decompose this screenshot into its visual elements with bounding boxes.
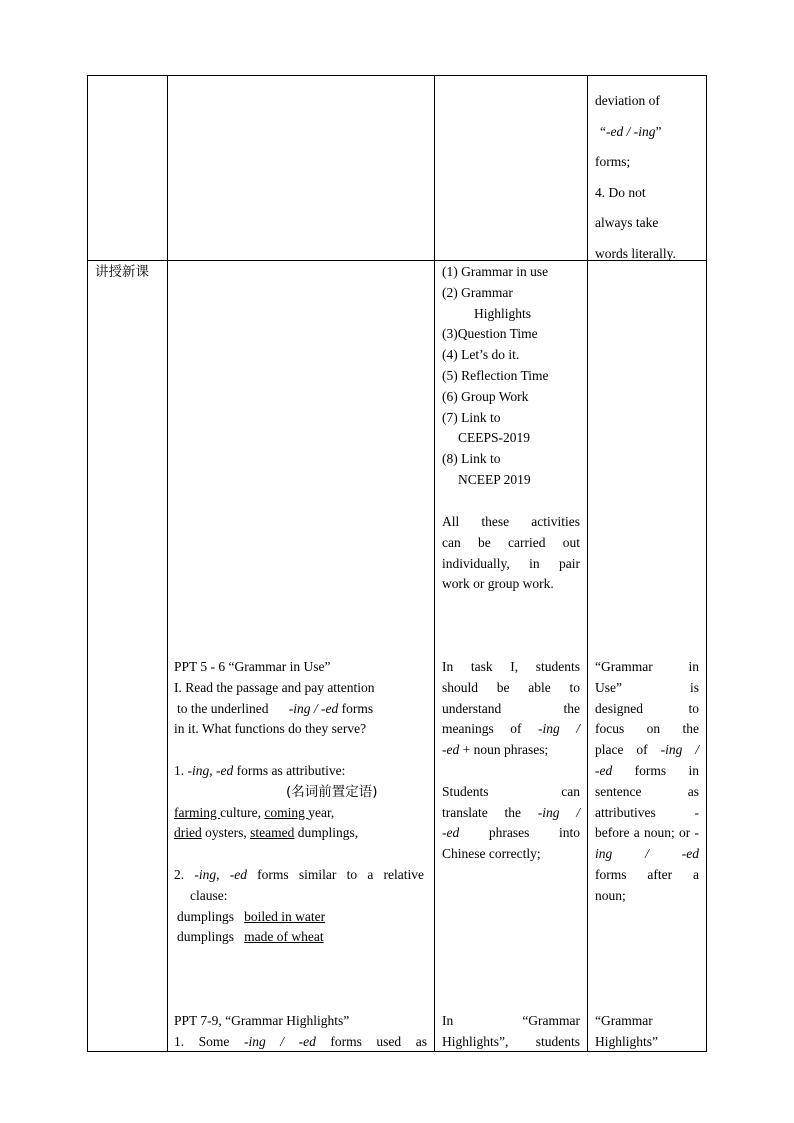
list-item: (5) Reflection Time	[442, 367, 549, 383]
text-line: (名词前置定语)	[286, 783, 378, 800]
text-line: before a noun; or -ing / -ed	[595, 825, 699, 862]
text-line: individually, in pair	[442, 555, 580, 571]
text-line: 1. -ing, -ed forms as attributive:	[174, 762, 346, 778]
text-line: always take	[595, 215, 659, 230]
grammar-highlights-purpose	[595, 1011, 699, 1053]
text-line: translate the -ing /	[442, 804, 580, 820]
text-line: place of -ing /	[595, 742, 699, 758]
text-line: Chinese correctly;	[442, 846, 541, 862]
list-item: CEEPS-2019	[458, 430, 531, 446]
text-line: Highlights”, students	[442, 1033, 580, 1049]
text-line: “Grammar in	[595, 659, 699, 674]
text-line: Highlights”	[595, 1033, 658, 1049]
activity-list	[442, 262, 580, 491]
text-line: dried oysters, steamed dumplings,	[174, 825, 359, 841]
activity-note	[442, 512, 580, 595]
text-line: deviation of	[595, 93, 660, 108]
text-line: -ed phrases into	[442, 825, 580, 841]
text-line: In task I, students	[442, 659, 580, 674]
col-border-4	[587, 75, 588, 1052]
text-line: in it. What functions do they serve?	[174, 721, 367, 737]
text-line: understand the	[442, 700, 580, 716]
text-line: meanings of -ing /	[442, 721, 580, 737]
slide-title: PPT 5 - 6 “Grammar in Use”	[174, 659, 331, 674]
list-item: (6) Group Work	[442, 388, 529, 404]
text-line: Use” is	[595, 679, 699, 695]
text-line: -ed forms in	[595, 762, 699, 778]
text-line: can be carried out	[442, 534, 580, 550]
text-line: Students can	[442, 783, 580, 799]
text-line: words literally.	[595, 245, 676, 261]
col-border-1	[87, 75, 88, 1052]
col-border-5	[706, 75, 707, 1052]
text-line: sentence as	[595, 783, 699, 799]
grammar-in-use-content	[174, 657, 424, 948]
list-item: (2) Grammar	[442, 284, 513, 300]
text-line: designed to	[595, 700, 699, 716]
text-line: farming culture, coming year,	[174, 804, 335, 820]
text-line: forms after a	[595, 866, 699, 882]
text-line: -ed + noun phrases;	[442, 742, 549, 758]
grammar-highlights-goals	[442, 1011, 580, 1053]
grammar-highlights-content	[174, 1011, 427, 1053]
text-line: dumplings made of wheat	[177, 929, 324, 945]
text-line: 1. Some -ing / -ed forms used as	[174, 1033, 427, 1049]
text-line: noun;	[595, 887, 626, 903]
text-line: 2. -ing, -ed forms similar to a relative	[174, 866, 425, 882]
text-line: “Grammar	[595, 1013, 653, 1028]
list-item: (8) Link to	[442, 451, 501, 467]
list-item: (3)Question Time	[442, 326, 538, 342]
text-line: dumplings boiled in water	[177, 908, 326, 924]
text-line: clause:	[190, 887, 228, 903]
grammar-in-use-purpose	[595, 657, 699, 907]
col-border-3	[434, 75, 435, 1052]
grammar-in-use-goals	[442, 657, 580, 865]
row1-purpose-text	[595, 86, 700, 269]
list-item: (4) Let’s do it.	[442, 347, 520, 363]
list-item: Highlights	[474, 305, 532, 321]
text-line: 4. Do not	[595, 184, 646, 200]
text-line: should be able to	[442, 679, 580, 695]
list-item: NCEEP 2019	[458, 471, 531, 487]
col-border-2	[167, 75, 168, 1052]
slide-title: PPT 7-9, “Grammar Highlights”	[174, 1013, 350, 1028]
list-item: (7) Link to	[442, 409, 501, 425]
text-line: attributives -	[595, 804, 699, 820]
text-line: focus on the	[595, 721, 699, 737]
text-line: I. Read the passage and pay attention	[174, 679, 375, 695]
table-top-border	[87, 75, 707, 76]
list-item: (1) Grammar in use	[442, 264, 549, 279]
section-label: 讲授新课	[95, 264, 149, 280]
text-line: to the underlined -ing / -ed forms	[177, 700, 374, 716]
text-line: In “Grammar	[442, 1013, 580, 1028]
text-line: All these activities	[442, 514, 580, 529]
text-line: forms;	[595, 154, 631, 169]
text-line: “-ed / -ing”	[600, 123, 662, 139]
text-line: work or group work.	[442, 576, 554, 592]
